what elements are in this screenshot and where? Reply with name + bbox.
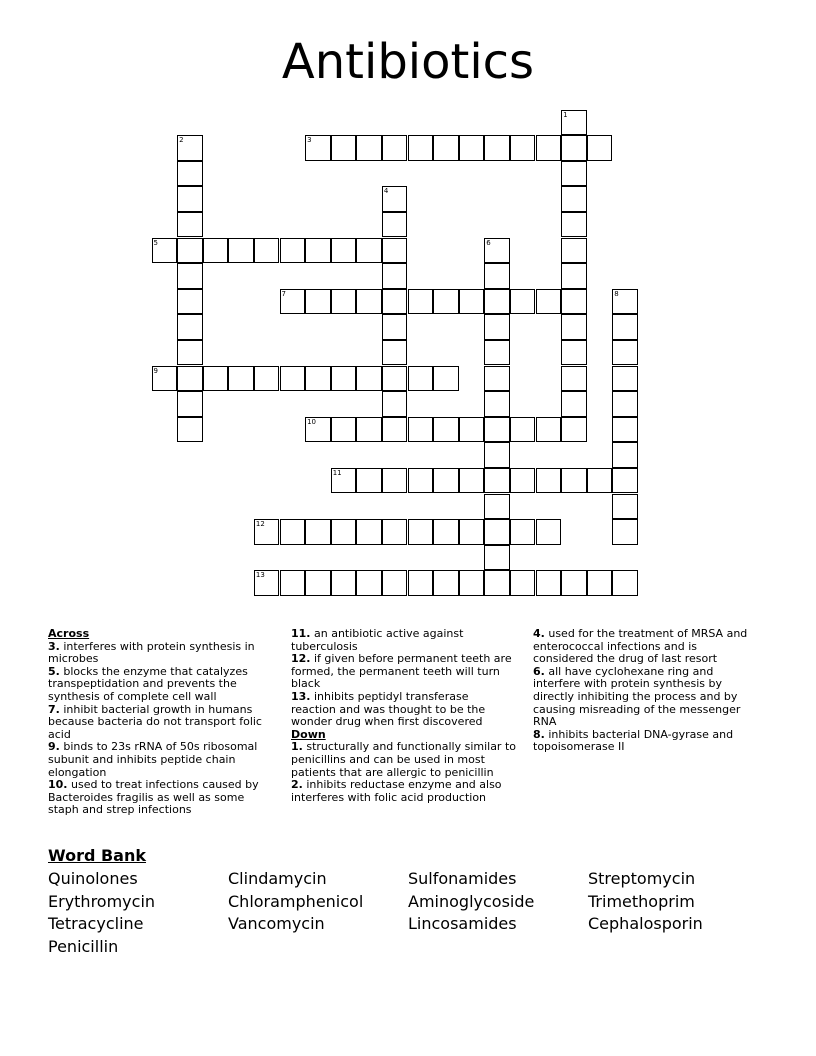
crossword-cell[interactable] — [382, 570, 408, 596]
crossword-cell[interactable] — [484, 135, 510, 161]
clue-number: 1 — [563, 110, 568, 119]
crossword-cell[interactable] — [536, 289, 562, 315]
crossword-cell[interactable] — [612, 468, 638, 494]
word-bank-item: Chloramphenicol — [228, 891, 364, 911]
word-bank-item: Quinolones — [48, 869, 138, 888]
crossword-cell[interactable] — [382, 366, 408, 392]
clue-number: 6 — [486, 238, 491, 247]
clue-down-6: 6. all have cyclohexane ring and interfere with protein synthesis by directly inhibiting the process and by causing misreading of the messenger RNA — [533, 664, 741, 729]
crossword-cell[interactable] — [254, 366, 280, 392]
crossword-cell[interactable] — [382, 519, 408, 545]
word-bank-item: Sulfonamides — [408, 869, 517, 888]
crossword-cell[interactable] — [305, 289, 331, 315]
crossword-cell[interactable] — [382, 340, 408, 366]
crossword-cell[interactable] — [536, 135, 562, 161]
crossword-cell[interactable] — [177, 212, 203, 238]
word-bank-item: Erythromycin — [48, 891, 156, 911]
crossword-cell[interactable] — [254, 238, 280, 264]
crossword-cell[interactable] — [612, 417, 638, 443]
crossword-cell[interactable] — [177, 391, 203, 417]
crossword-cell[interactable] — [228, 366, 254, 392]
crossword-cell[interactable] — [331, 468, 357, 494]
clue-number: 7 — [281, 289, 286, 298]
crossword-cell[interactable] — [305, 519, 331, 545]
crossword-cell[interactable] — [612, 366, 638, 392]
clue-down-8: 8. inhibits bacterial DNA-gyrase and topoisomerase II — [533, 727, 734, 754]
crossword-cell[interactable] — [331, 238, 357, 264]
crossword-cell[interactable] — [408, 289, 434, 315]
crossword-cell[interactable] — [587, 468, 613, 494]
down-heading: Down — [291, 727, 326, 741]
clue-across-13: 13. inhibits peptidyl transferase reaction and was thought to be the wonder drug when first discovered — [291, 689, 486, 729]
crossword-cell[interactable] — [382, 289, 408, 315]
crossword-cell[interactable] — [280, 238, 306, 264]
crossword-cell[interactable] — [536, 468, 562, 494]
crossword-cell[interactable] — [177, 417, 203, 443]
crossword-cell[interactable] — [228, 238, 254, 264]
crossword-cell[interactable] — [561, 314, 587, 340]
crossword-cell[interactable] — [177, 186, 203, 212]
crossword-cell[interactable] — [408, 417, 434, 443]
crossword-cell[interactable] — [612, 391, 638, 417]
crossword-cell[interactable] — [177, 366, 203, 392]
clue-across-11: 11. an antibiotic active against tuberculosis — [291, 627, 464, 653]
crossword-cell[interactable] — [177, 340, 203, 366]
crossword-cell[interactable] — [561, 468, 587, 494]
crossword-cell[interactable] — [561, 340, 587, 366]
crossword-cell[interactable] — [177, 263, 203, 289]
word-bank-item: Tetracycline — [48, 914, 144, 933]
clue-across-5: 5. blocks the enzyme that catalyzes transpeptidation and prevents the synthesis of complete cell wall — [48, 664, 248, 703]
clue-number: 12 — [255, 520, 265, 529]
crossword-cell[interactable] — [484, 417, 510, 443]
word-bank-item: Lincosamides — [408, 914, 517, 933]
crossword-cell[interactable] — [484, 340, 510, 366]
crossword-cell[interactable] — [510, 519, 536, 545]
word-bank-column-2 — [228, 868, 363, 936]
clues-column-3 — [533, 628, 758, 754]
clue-across-12: 12. if given before permanent teeth are formed, the permanent teeth will turn black — [291, 652, 512, 691]
word-bank-item: Cephalosporin — [588, 914, 703, 933]
crossword-cell[interactable] — [612, 289, 638, 315]
crossword-cell[interactable] — [459, 519, 485, 545]
crossword-cell[interactable] — [612, 494, 638, 520]
crossword-cell[interactable] — [484, 314, 510, 340]
crossword-cell[interactable] — [612, 340, 638, 366]
crossword-cell[interactable] — [356, 289, 382, 315]
crossword-cell[interactable] — [203, 238, 229, 264]
crossword-cell[interactable] — [152, 366, 178, 392]
crossword-cell[interactable] — [433, 366, 459, 392]
crossword-cell[interactable] — [433, 519, 459, 545]
clues-column-1 — [48, 628, 276, 817]
crossword-cell[interactable] — [305, 135, 331, 161]
crossword-cell[interactable] — [433, 135, 459, 161]
crossword-cell[interactable] — [561, 263, 587, 289]
crossword-cell[interactable] — [459, 417, 485, 443]
crossword-cell[interactable] — [433, 570, 459, 596]
crossword-cell[interactable] — [305, 570, 331, 596]
crossword-cell[interactable] — [433, 468, 459, 494]
crossword-cell[interactable] — [305, 366, 331, 392]
crossword-cell[interactable] — [561, 366, 587, 392]
crossword-cell[interactable] — [459, 289, 485, 315]
clue-down-1: 1. structurally and functionally similar to penicillins and can be used in most patients that are allergic to penicillin — [291, 740, 516, 779]
word-bank-item: Penicillin — [48, 936, 119, 956]
crossword-cell[interactable] — [280, 289, 306, 315]
crossword-cell[interactable] — [382, 417, 408, 443]
word-bank-item: Streptomycin — [588, 869, 696, 888]
crossword-cell[interactable] — [612, 442, 638, 468]
crossword-cell[interactable] — [484, 238, 510, 264]
crossword-cell[interactable] — [408, 570, 434, 596]
crossword-cell[interactable] — [536, 519, 562, 545]
crossword-cell[interactable] — [484, 519, 510, 545]
crossword-cell[interactable] — [484, 289, 510, 315]
crossword-cell[interactable] — [561, 391, 587, 417]
crossword-cell[interactable] — [484, 442, 510, 468]
crossword-cell[interactable] — [561, 161, 587, 187]
crossword-cell[interactable] — [587, 135, 613, 161]
crossword-cell[interactable] — [382, 391, 408, 417]
crossword-cell[interactable] — [561, 186, 587, 212]
crossword-cell[interactable] — [484, 545, 510, 571]
crossword-cell[interactable] — [382, 186, 408, 212]
crossword-cell[interactable] — [408, 135, 434, 161]
crossword-cell[interactable] — [382, 212, 408, 238]
clue-down-4: 4. used for the treatment of MRSA and enterococcal infections and is considered the drug of last resort — [533, 627, 748, 666]
crossword-cell[interactable] — [536, 417, 562, 443]
crossword-cell[interactable] — [561, 110, 587, 136]
crossword-cell[interactable] — [382, 263, 408, 289]
crossword-cell[interactable] — [587, 570, 613, 596]
crossword-cell[interactable] — [356, 366, 382, 392]
clue-number: 5 — [153, 238, 158, 247]
crossword-cell[interactable] — [305, 238, 331, 264]
crossword-cell[interactable] — [356, 238, 382, 264]
crossword-cell[interactable] — [177, 161, 203, 187]
crossword-cell[interactable] — [331, 135, 357, 161]
crossword-cell[interactable] — [356, 135, 382, 161]
clue-number: 8 — [614, 289, 619, 298]
clue-across-10: 10. used to treat infections caused by Bacteroides fragilis as well as some staph and strep infections — [48, 778, 259, 817]
clues-column-2 — [291, 628, 516, 804]
crossword-cell[interactable] — [561, 570, 587, 596]
clue-across-9: 9. binds to 23s rRNA of 50s ribosomal subunit and inhibits peptide chain elongation — [48, 740, 258, 779]
crossword-cell[interactable] — [331, 417, 357, 443]
crossword-cell[interactable] — [382, 468, 408, 494]
clue-number: 2 — [179, 136, 184, 145]
crossword-cell[interactable] — [382, 135, 408, 161]
crossword-cell[interactable] — [484, 468, 510, 494]
clue-number: 3 — [307, 136, 312, 145]
crossword-cell[interactable] — [331, 289, 357, 315]
crossword-cell[interactable] — [510, 289, 536, 315]
crossword-cell[interactable] — [561, 289, 587, 315]
crossword-cell[interactable] — [459, 468, 485, 494]
word-bank-item: Aminoglycoside — [408, 891, 535, 911]
clue-across-3: 3. interferes with protein synthesis in microbes — [48, 639, 255, 666]
crossword-cell[interactable] — [331, 570, 357, 596]
crossword-cell[interactable] — [254, 519, 280, 545]
crossword-cell[interactable] — [612, 314, 638, 340]
crossword-cell[interactable] — [382, 238, 408, 264]
crossword-cell[interactable] — [331, 366, 357, 392]
word-bank-item: Clindamycin — [228, 869, 327, 888]
across-heading: Across — [48, 627, 90, 640]
clue-number: 10 — [307, 417, 317, 426]
crossword-cell[interactable] — [356, 417, 382, 443]
crossword-cell[interactable] — [280, 519, 306, 545]
crossword-cell[interactable] — [280, 570, 306, 596]
crossword-cell[interactable] — [484, 494, 510, 520]
crossword-cell[interactable] — [254, 570, 280, 596]
crossword-cell[interactable] — [612, 519, 638, 545]
crossword-cell[interactable] — [510, 417, 536, 443]
crossword-cell[interactable] — [510, 135, 536, 161]
crossword-cell[interactable] — [177, 289, 203, 315]
crossword-cell[interactable] — [177, 314, 203, 340]
crossword-cell[interactable] — [331, 519, 357, 545]
crossword-cell[interactable] — [459, 135, 485, 161]
crossword-cell[interactable] — [177, 135, 203, 161]
crossword-cell[interactable] — [433, 417, 459, 443]
clue-number: 9 — [153, 366, 158, 375]
crossword-cell[interactable] — [484, 263, 510, 289]
word-bank-item: Vancomycin — [228, 914, 325, 933]
crossword-cell[interactable] — [484, 366, 510, 392]
word-bank-column-1 — [48, 868, 155, 958]
word-bank-column-3 — [408, 868, 534, 936]
word-bank-column-4 — [588, 868, 703, 936]
crossword-cell[interactable] — [305, 417, 331, 443]
crossword-cell[interactable] — [510, 570, 536, 596]
puzzle-title: Antibiotics — [281, 34, 535, 90]
crossword-cell[interactable] — [536, 570, 562, 596]
clue-down-2: 2. inhibits reductase enzyme and also interferes with folic acid production — [291, 778, 502, 804]
crossword-cell[interactable] — [510, 468, 536, 494]
clue-across-7: 7. inhibit bacterial growth in humans because bacteria do not transport folic acid — [48, 702, 262, 741]
crossword-cell[interactable] — [177, 238, 203, 264]
crossword-cell[interactable] — [280, 366, 306, 392]
crossword-cell[interactable] — [561, 212, 587, 238]
crossword-cell[interactable] — [484, 570, 510, 596]
crossword-cell[interactable] — [356, 570, 382, 596]
crossword-cell[interactable] — [484, 391, 510, 417]
clue-number: 13 — [255, 571, 265, 580]
crossword-cell[interactable] — [561, 238, 587, 264]
crossword-cell[interactable] — [356, 519, 382, 545]
clue-number: 11 — [332, 468, 342, 477]
crossword-cell[interactable] — [459, 570, 485, 596]
word-bank-item: Trimethoprim — [588, 891, 695, 911]
crossword-cell[interactable] — [433, 289, 459, 315]
crossword-cell[interactable] — [612, 570, 638, 596]
crossword-cell[interactable] — [382, 314, 408, 340]
crossword-cell[interactable] — [408, 366, 434, 392]
clue-number: 4 — [383, 187, 389, 196]
crossword-cell[interactable] — [408, 468, 434, 494]
crossword-cell[interactable] — [356, 468, 382, 494]
word-bank-title: Word Bank — [48, 846, 147, 865]
crossword-cell[interactable] — [203, 366, 229, 392]
crossword-cell[interactable] — [561, 135, 587, 161]
crossword-cell[interactable] — [152, 238, 178, 264]
crossword-cell[interactable] — [408, 519, 434, 545]
crossword-cell[interactable] — [561, 417, 587, 443]
